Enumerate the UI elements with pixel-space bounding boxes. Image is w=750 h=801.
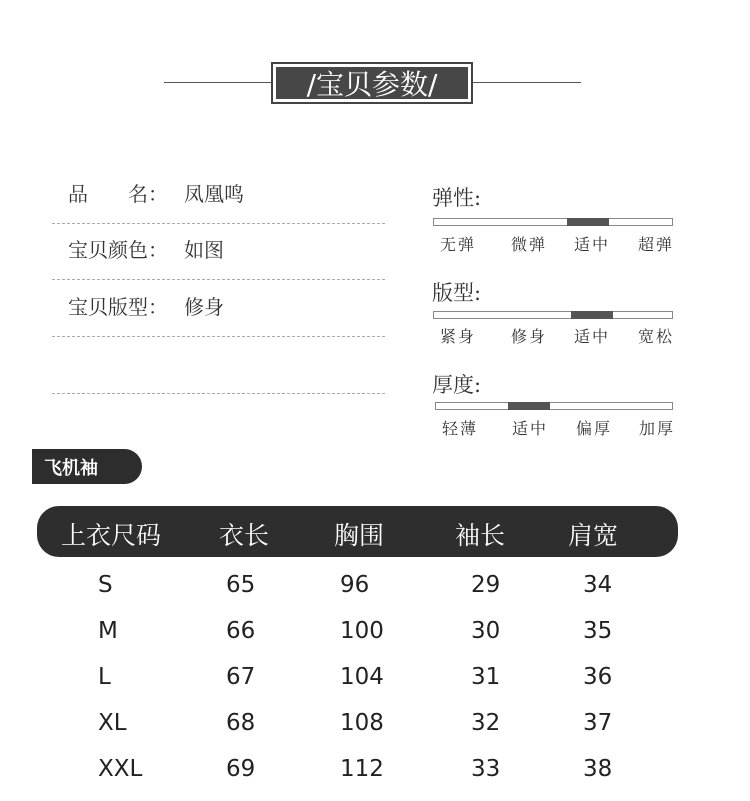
scale-option: 修身 — [511, 327, 548, 346]
scale-bar-elasticity — [433, 218, 673, 226]
scale-title-thickness: 厚度: — [432, 373, 482, 397]
cell-shoulder: 34 — [583, 572, 613, 598]
scale-option: 适中 — [574, 327, 611, 346]
scale-labels-thickness — [433, 416, 678, 436]
attr-row-empty — [52, 338, 385, 394]
cell-sleeve: 29 — [471, 572, 501, 598]
cell-length: 68 — [226, 710, 256, 736]
scale-bar-thickness — [435, 402, 673, 410]
header-shoulder: 肩宽 — [568, 521, 619, 550]
cell-chest: 104 — [340, 664, 384, 690]
header-chest: 胸围 — [334, 521, 385, 550]
attr-value: 如图 — [184, 238, 224, 262]
cell-size: L — [98, 664, 111, 690]
cell-size: XL — [98, 710, 127, 736]
cell-shoulder: 38 — [583, 756, 613, 782]
scale-labels-fit — [433, 324, 678, 344]
scale-fill — [571, 311, 613, 319]
scale-option: 适中 — [512, 419, 549, 438]
cell-shoulder: 35 — [583, 618, 613, 644]
cell-shoulder: 36 — [583, 664, 613, 690]
cell-size: M — [98, 618, 118, 644]
attr-row-color — [52, 224, 385, 280]
cell-length: 66 — [226, 618, 256, 644]
title-box — [271, 62, 473, 104]
cell-chest: 108 — [340, 710, 384, 736]
header-sleeve: 袖长 — [455, 521, 506, 550]
cell-chest: 100 — [340, 618, 384, 644]
title-line-right — [473, 82, 581, 83]
scale-fill — [567, 218, 609, 226]
cell-length: 67 — [226, 664, 256, 690]
cell-size: S — [98, 572, 113, 598]
scale-fill — [508, 402, 550, 410]
cell-sleeve: 30 — [471, 618, 501, 644]
sleeve-tag: 飞机袖 — [32, 449, 142, 484]
attr-value: 凤凰鸣 — [184, 182, 244, 206]
cell-size: XXL — [98, 756, 143, 782]
cell-sleeve: 33 — [471, 756, 501, 782]
scale-option: 超弹 — [638, 235, 675, 254]
page-title: /宝贝参数/ — [276, 67, 468, 99]
scale-labels-elasticity — [433, 232, 678, 252]
attr-label: 宝贝颜色： — [68, 238, 168, 262]
scale-title-fit: 版型: — [432, 281, 482, 305]
scale-option: 无弹 — [440, 235, 477, 254]
attr-row-fit — [52, 281, 385, 337]
cell-sleeve: 31 — [471, 664, 501, 690]
cell-chest: 96 — [340, 572, 370, 598]
cell-length: 69 — [226, 756, 256, 782]
cell-shoulder: 37 — [583, 710, 613, 736]
scale-option: 宽松 — [638, 327, 675, 346]
scale-title-elasticity: 弹性: — [432, 186, 482, 210]
size-table-header — [37, 506, 678, 557]
scale-option: 微弹 — [511, 235, 548, 254]
cell-length: 65 — [226, 572, 256, 598]
attr-value: 修身 — [184, 295, 224, 319]
attr-label: 品 名： — [68, 182, 168, 206]
scale-option: 加厚 — [639, 419, 676, 438]
scale-option: 紧身 — [440, 327, 477, 346]
scale-option: 适中 — [574, 235, 611, 254]
cell-sleeve: 32 — [471, 710, 501, 736]
attr-label: 宝贝版型： — [68, 295, 168, 319]
scale-option: 偏厚 — [576, 419, 613, 438]
header-size: 上衣尺码 — [61, 521, 162, 550]
cell-chest: 112 — [340, 756, 384, 782]
scale-bar-fit — [433, 311, 673, 319]
scale-option: 轻薄 — [442, 419, 479, 438]
attr-row-name — [52, 168, 385, 224]
title-line-left — [164, 82, 271, 83]
header-length: 衣长 — [219, 521, 270, 550]
